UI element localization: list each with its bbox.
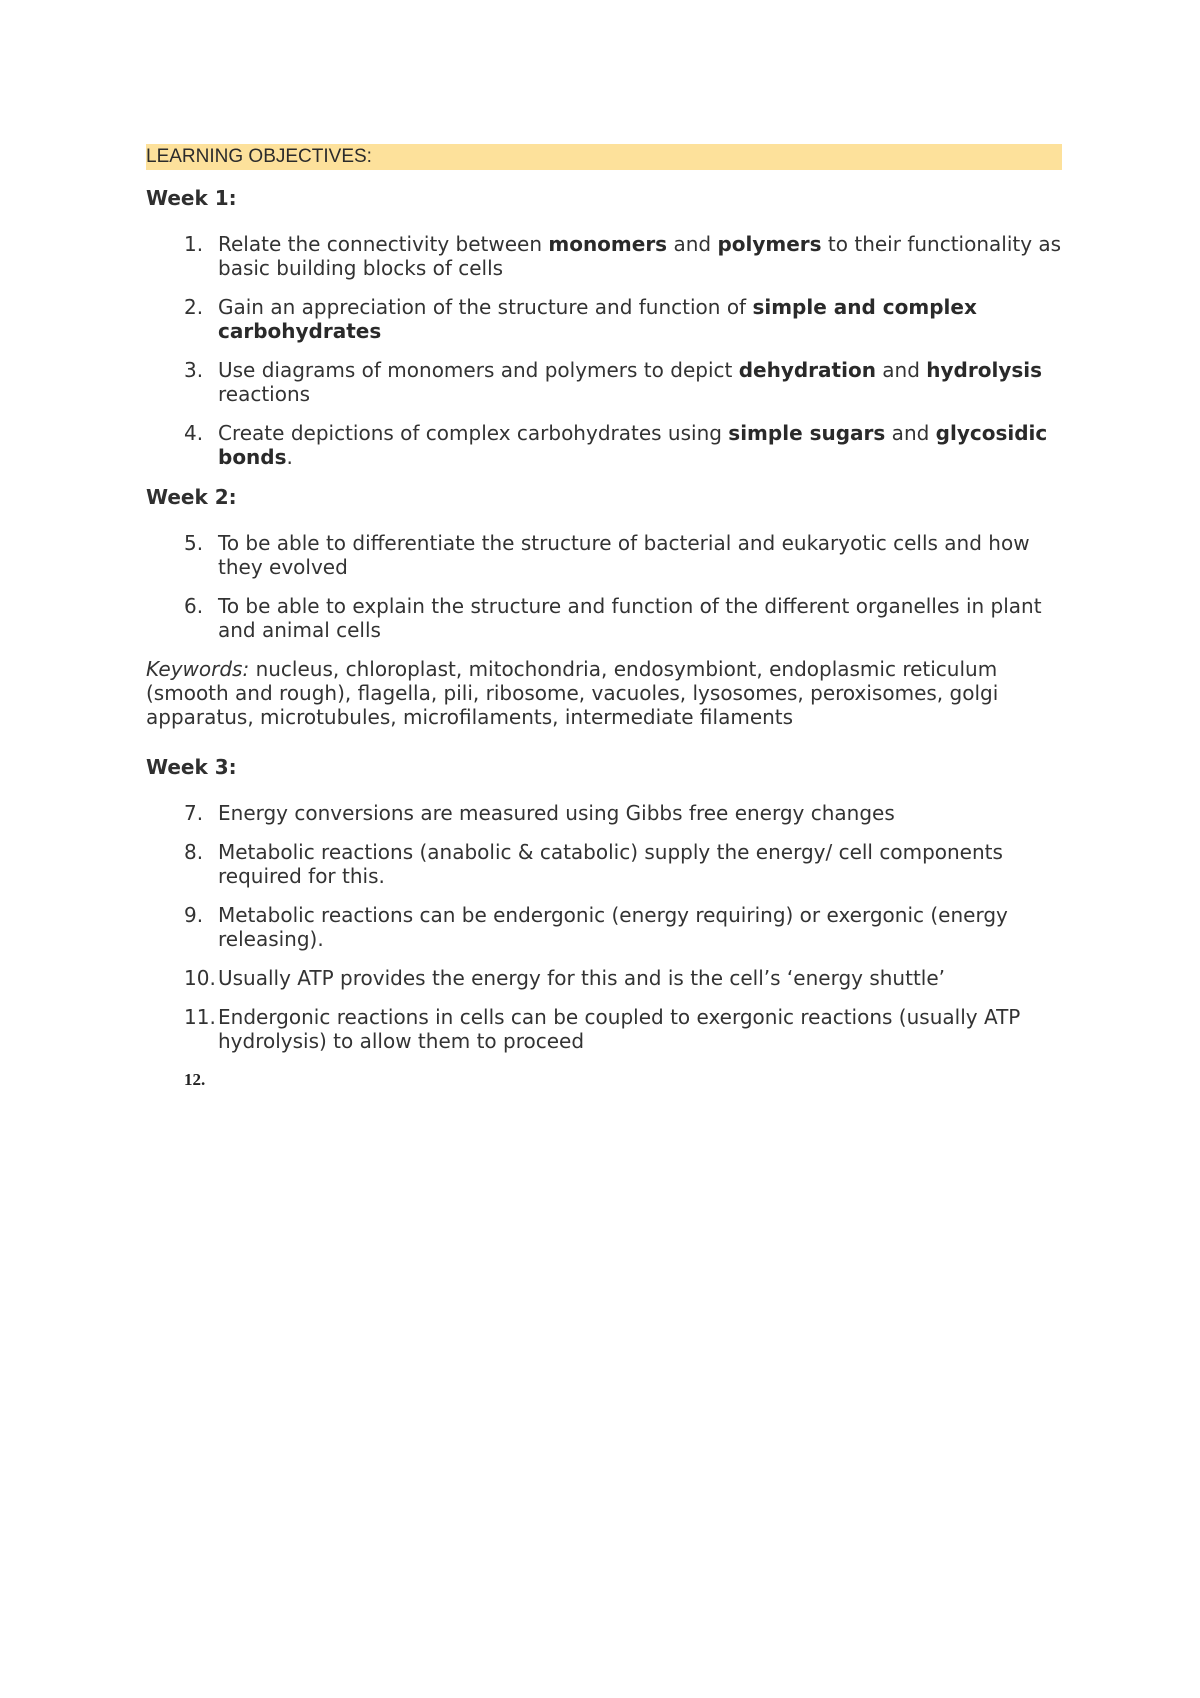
objective-text: Metabolic reactions can be endergonic (energy requiring) or exergonic (energy releasing). (218, 903, 1008, 951)
objective-item (146, 840, 1062, 888)
objective-text: Usually ATP provides the energy for this and is the cell’s ‘energy shuttle’ (218, 966, 946, 990)
objective-number: 5. (184, 531, 204, 555)
objective-item (146, 1005, 1062, 1053)
week-3-heading: Week 3: (146, 755, 237, 779)
keywords-label: Keywords: (146, 657, 250, 681)
objective-number: 9. (184, 903, 204, 927)
objective-item (146, 801, 1062, 825)
objective-item (146, 594, 1062, 642)
objective-number: 1. (184, 232, 204, 256)
page-title: LEARNING OBJECTIVES: (146, 144, 1062, 170)
objective-text: Relate the connectivity between monomers and polymers to their functionality as basic building blocks of cells (218, 232, 1062, 280)
objective-text: To be able to differentiate the structure of bacterial and eukaryotic cells and how they evolved (218, 531, 1030, 579)
objective-number: 11. (184, 1005, 216, 1029)
objective-item (146, 903, 1062, 951)
objective-number: 4. (184, 421, 204, 445)
objective-text: Energy conversions are measured using Gibbs free energy changes (218, 801, 895, 825)
objective-item (146, 232, 1062, 280)
objective-text: Create depictions of complex carbohydrates using simple sugars and glycosidic bonds. (218, 421, 1048, 469)
document-content (146, 144, 1062, 1092)
objective-text: Metabolic reactions (anabolic & catabolic) supply the energy/ cell components required for this. (218, 840, 1003, 888)
empty-objective-number: 12. (184, 1070, 206, 1089)
objective-text: Use diagrams of monomers and polymers to depict dehydration and hydrolysis reactions (218, 358, 1043, 406)
week-1-heading: Week 1: (146, 186, 237, 210)
objective-number: 2. (184, 295, 204, 319)
objective-number: 8. (184, 840, 204, 864)
objective-item (146, 358, 1062, 406)
objective-item (146, 531, 1062, 579)
objective-item (146, 295, 1062, 343)
keywords-list: nucleus, chloroplast, mitochondria, endosymbiont, endoplasmic reticulum (smooth and rough), flagella, pili, ribosome, vacuoles, lysosomes, peroxisomes, golgi apparatus, microtubules, microfilaments, intermediate filaments (146, 657, 999, 729)
objective-item (146, 966, 1062, 990)
objective-item (146, 421, 1062, 469)
objective-number: 3. (184, 358, 204, 382)
objective-text: Endergonic reactions in cells can be coupled to exergonic reactions (usually ATP hydrolysis) to allow them to proceed (218, 1005, 1021, 1053)
objective-text: To be able to explain the structure and function of the different organelles in plant and animal cells (218, 594, 1042, 642)
objective-number: 10. (184, 966, 216, 990)
week-2-heading: Week 2: (146, 485, 237, 509)
objective-text: Gain an appreciation of the structure and function of simple and complex carbohydrates (218, 295, 977, 343)
objective-number: 7. (184, 801, 204, 825)
objective-number: 6. (184, 594, 204, 618)
keywords-paragraph (146, 657, 1062, 729)
